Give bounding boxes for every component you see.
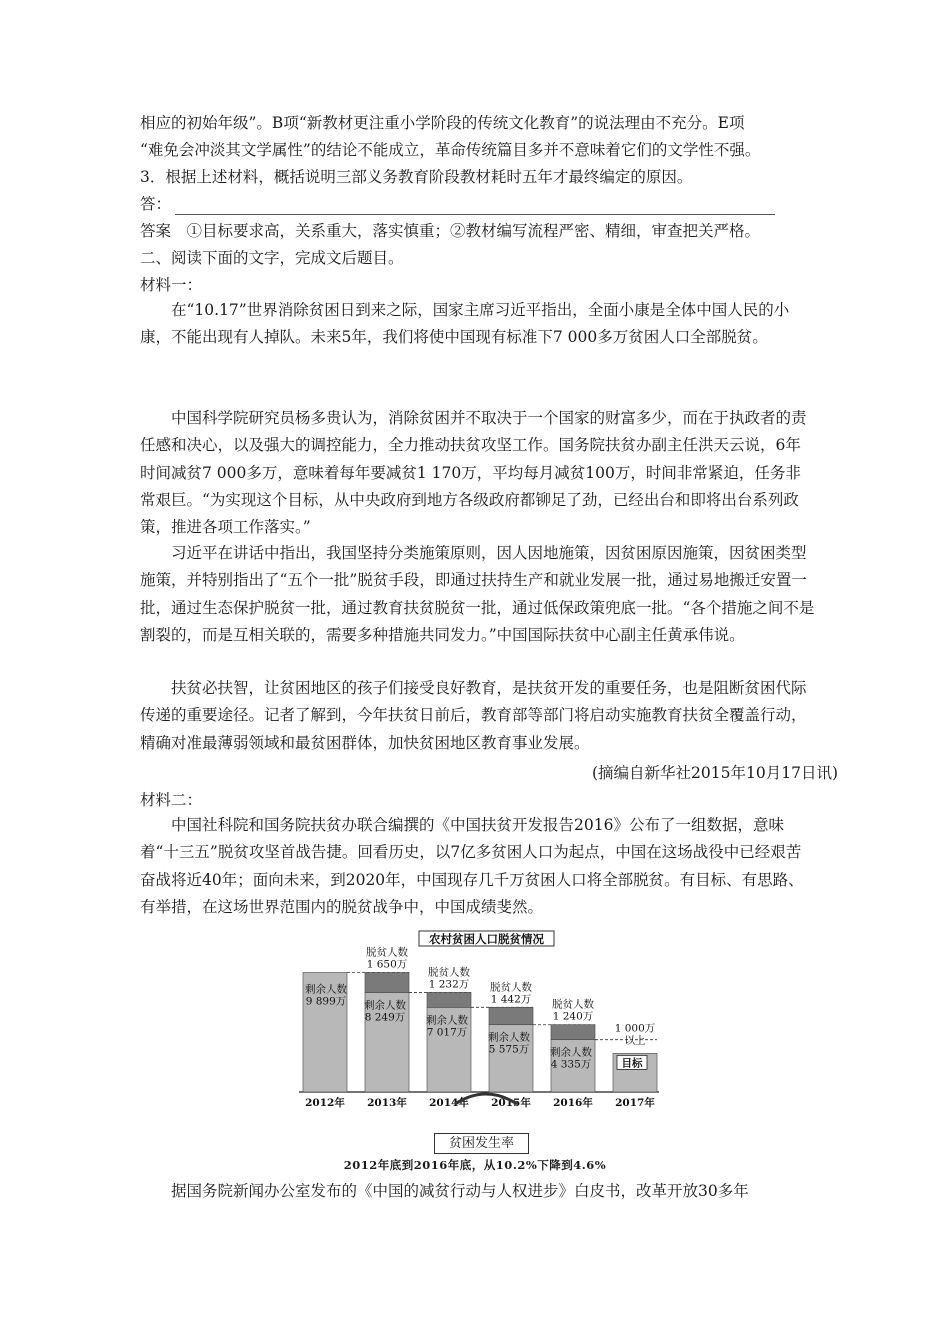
material-1-heading: 材料一： bbox=[140, 276, 203, 294]
remaining-label: 剩余人数 7 017万 bbox=[426, 1014, 468, 1039]
x-tick-label: 2012年 bbox=[305, 1097, 345, 1108]
target-label: 1 000万以上 bbox=[614, 1022, 656, 1047]
text-line: 相应的初始年级”。B项“新教材更注重小学阶段的传统文化教育”的说法理由不充分。E项 bbox=[140, 114, 745, 132]
material-1-paragraph-4: 扶贫必扶智，让贫困地区的孩子们接受良好教育，是扶贫开发的重要任务，也是阻断贫困代际传递的重要途径。记者了解到，今年扶贫日前后，教育部等部门将启动实施教育扶贫全覆盖行动，精确对准最薄弱领域和最贫困群体，加快贫困地区教育事业发展。 bbox=[140, 679, 807, 752]
lifted-label: 脱贫人数 1 650万 bbox=[366, 946, 408, 971]
lifted-label: 脱贫人数 1 240万 bbox=[552, 998, 594, 1023]
bar-lifted bbox=[365, 973, 409, 993]
x-tick-label: 2016年 bbox=[553, 1097, 593, 1108]
material-2-heading: 材料二： bbox=[140, 791, 203, 809]
text-line: “难免会冲淡其文学属性”的结论不能成立，革命传统篇目多并不意味着它们的文学性不强。 bbox=[140, 141, 761, 159]
poverty-chart bbox=[295, 928, 665, 1108]
material-1-paragraph-1: 在“10.17”世界消除贫困日到来之际，国家主席习近平指出，全面小康是全体中国人民的小康，不能出现有人掉队。未来5年，我们将使中国现有标准下7 000多万贫困人口全部脱贫。 bbox=[140, 301, 790, 347]
x-tick-label: 2015年 bbox=[491, 1097, 531, 1108]
figure-subtitle: 贫困发生率 bbox=[434, 1133, 529, 1154]
bar-lifted bbox=[551, 1025, 595, 1040]
answer-text: 答案 ①目标要求高，关系重大，落实慎重；②教材编写流程严密、精细，审查把关严格。 bbox=[140, 222, 761, 240]
material-1-paragraph-2: 中国科学院研究员杨多贵认为，消除贫困并不取决于一个国家的财富多少，而在于执政者的责任感和决心，以及强大的调控能力，全力推动扶贫攻坚工作。国务院扶贫办副主任洪天云说，6年时间减贫7 000多万，意味着每年要减贫1 170万，平均每月减贫100万，时间非常紧迫，任务非常艰巨。“为实现这个目标，从中央政府到地方各级政府都铆足了劲，已经出台和即将出台系列政策，推进各项工作落实。” bbox=[140, 409, 807, 537]
remaining-label: 剩余人数 5 575万 bbox=[488, 1031, 530, 1056]
answer-blank-line bbox=[175, 214, 775, 215]
lifted-label: 脱贫人数 1 232万 bbox=[428, 966, 470, 991]
x-tick-label: 2013年 bbox=[367, 1097, 407, 1108]
bar-lifted bbox=[427, 992, 471, 1007]
remaining-label: 剩余人数 9 899万 bbox=[305, 983, 347, 1008]
chart-title: 农村贫困人口脱贫情况 bbox=[429, 932, 544, 946]
question-3: 3．根据上述材料，概括说明三部义务教育阶段教材耗时五年才最终编定的原因。 bbox=[140, 168, 693, 186]
section-heading: 二、阅读下面的文字，完成文后题目。 bbox=[140, 249, 404, 267]
remaining-label: 剩余人数 4 335万 bbox=[550, 1046, 592, 1071]
figure-caption: 2012年底到2016年底，从10.2%下降到4.6% bbox=[343, 1158, 607, 1172]
source-note: (摘编自新华社2015年10月17日讯) bbox=[592, 764, 838, 782]
remaining-label: 剩余人数 8 249万 bbox=[364, 999, 406, 1024]
x-tick-label: 2014年 bbox=[429, 1097, 469, 1108]
last-paragraph: 据国务院新闻办公室发布的《中国的减贫行动与人权进步》白皮书，改革开放30多年 bbox=[171, 1182, 749, 1200]
material-1-paragraph-3: 习近平在讲话中指出，我国坚持分类施策原则，因人因地施策，因贫困原因施策，因贫困类型施策，并特别指出了“五个一批”脱贫手段，即通过扶持生产和就业发展一批，通过易地搬迁安置一批，通过生态保护脱贫一批，通过教育扶贫脱贫一批，通过低保政策兜底一批。“各个措施之间不是割裂的，而是互相关联的，需要多种措施共同发力。”中国国际扶贫中心副主任黄承伟说。 bbox=[140, 544, 815, 644]
lifted-label: 脱贫人数 1 442万 bbox=[490, 981, 532, 1006]
x-tick-label: 2017年 bbox=[615, 1097, 655, 1108]
target-tag: 目标 bbox=[621, 1057, 643, 1070]
material-2-paragraph-1: 中国社科院和国务院扶贫办联合编撰的《中国扶贫开发报告2016》公布了一组数据，意味着“十三五”脱贫攻坚首战告捷。回看历史，以7亿多贫困人口为起点，中国在这场战役中已经艰苦奋战将近40年；面向未来，到2020年，中国现存几千万贫困人口将全部脱贫。有目标、有思路、有举措，在这场世界范围内的脱贫战争中，中国成绩斐然。 bbox=[140, 816, 804, 916]
answer-prefix: 答： bbox=[140, 195, 172, 213]
bar-lifted bbox=[489, 1007, 533, 1024]
